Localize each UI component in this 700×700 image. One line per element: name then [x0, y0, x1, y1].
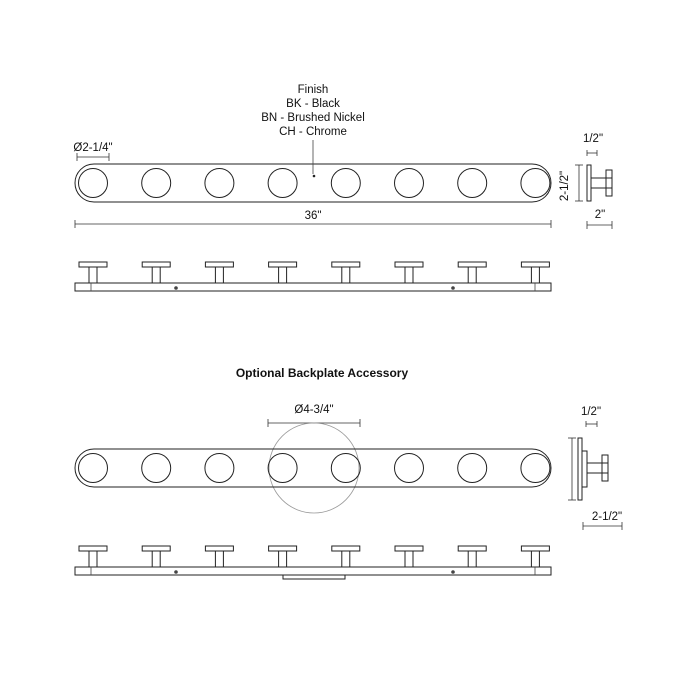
lamp-mount	[269, 546, 297, 567]
lamp-mount	[79, 262, 107, 283]
lamp-mount	[205, 546, 233, 567]
length-label: 36"	[304, 210, 322, 222]
lamp-mount	[205, 262, 233, 283]
side-arm	[591, 178, 612, 188]
accessory-title: Optional Backplate Accessory	[235, 366, 409, 380]
globe-row	[79, 169, 550, 198]
globe-row-2	[79, 454, 550, 483]
fixture-bar-outline-2	[75, 449, 551, 487]
finish-heading: Finish	[297, 84, 329, 96]
top-view-bottom	[75, 546, 551, 579]
lamp-mount	[142, 262, 170, 283]
mount-row	[79, 262, 549, 283]
lamp-mount	[521, 262, 549, 283]
lamp-mount	[269, 262, 297, 283]
side-profile-bottom	[568, 406, 622, 530]
globe-diameter-dimension	[73, 142, 112, 161]
lamp-mount	[332, 546, 360, 567]
lamp-mount	[395, 546, 423, 567]
lamp-mount	[79, 546, 107, 567]
lamp-mount	[332, 262, 360, 283]
lamp-mount	[395, 262, 423, 283]
globe	[268, 169, 297, 198]
mount-row-2	[79, 546, 549, 567]
globe	[205, 169, 234, 198]
globe	[205, 454, 234, 483]
globe	[268, 454, 297, 483]
finish-option-ch: CH - Chrome	[279, 126, 347, 138]
backplate-circle	[269, 423, 359, 513]
front-view-with-backplate	[75, 423, 551, 513]
top-view-top	[75, 262, 551, 291]
side-globe-2	[602, 455, 608, 481]
backplate-diameter-label: Ø4-3/4"	[294, 404, 334, 416]
side-backplate	[587, 165, 591, 201]
globe	[142, 454, 171, 483]
globe	[521, 169, 550, 198]
globe	[395, 454, 424, 483]
globe	[395, 169, 424, 198]
length-dimension	[75, 210, 551, 228]
depth-small-label-2: 1/2"	[580, 406, 602, 418]
globe	[79, 454, 108, 483]
globe	[331, 454, 360, 483]
lamp-mount	[521, 546, 549, 567]
lamp-mount	[142, 546, 170, 567]
globe	[521, 454, 550, 483]
globe	[79, 169, 108, 198]
globe-diameter-label: Ø2-1/4"	[73, 142, 113, 154]
lamp-mount	[458, 262, 486, 283]
finish-option-bk: BK - Black	[286, 98, 340, 110]
height-label: 2-1/2"	[559, 170, 571, 202]
side-arm-2	[587, 463, 608, 473]
backplate-diameter-dimension	[268, 404, 360, 427]
globe	[458, 169, 487, 198]
finish-option-bn: BN - Brushed Nickel	[261, 112, 365, 124]
globe	[458, 454, 487, 483]
side-globe	[606, 170, 612, 196]
finish-callout	[261, 84, 365, 174]
side-plate	[582, 451, 587, 487]
height-label-2: 2-1/2"	[591, 511, 623, 523]
globe	[331, 169, 360, 198]
lamp-mount	[458, 546, 486, 567]
center-mark	[313, 175, 316, 178]
depth-small-label: 1/2"	[582, 133, 604, 145]
side-profile-top	[559, 133, 612, 229]
side-backplate-large	[578, 438, 582, 500]
depth-label: 2"	[594, 209, 606, 221]
top-view-bar	[75, 283, 551, 291]
top-view-bar-2	[75, 567, 551, 575]
backplate-edge	[283, 575, 345, 579]
globe	[142, 169, 171, 198]
